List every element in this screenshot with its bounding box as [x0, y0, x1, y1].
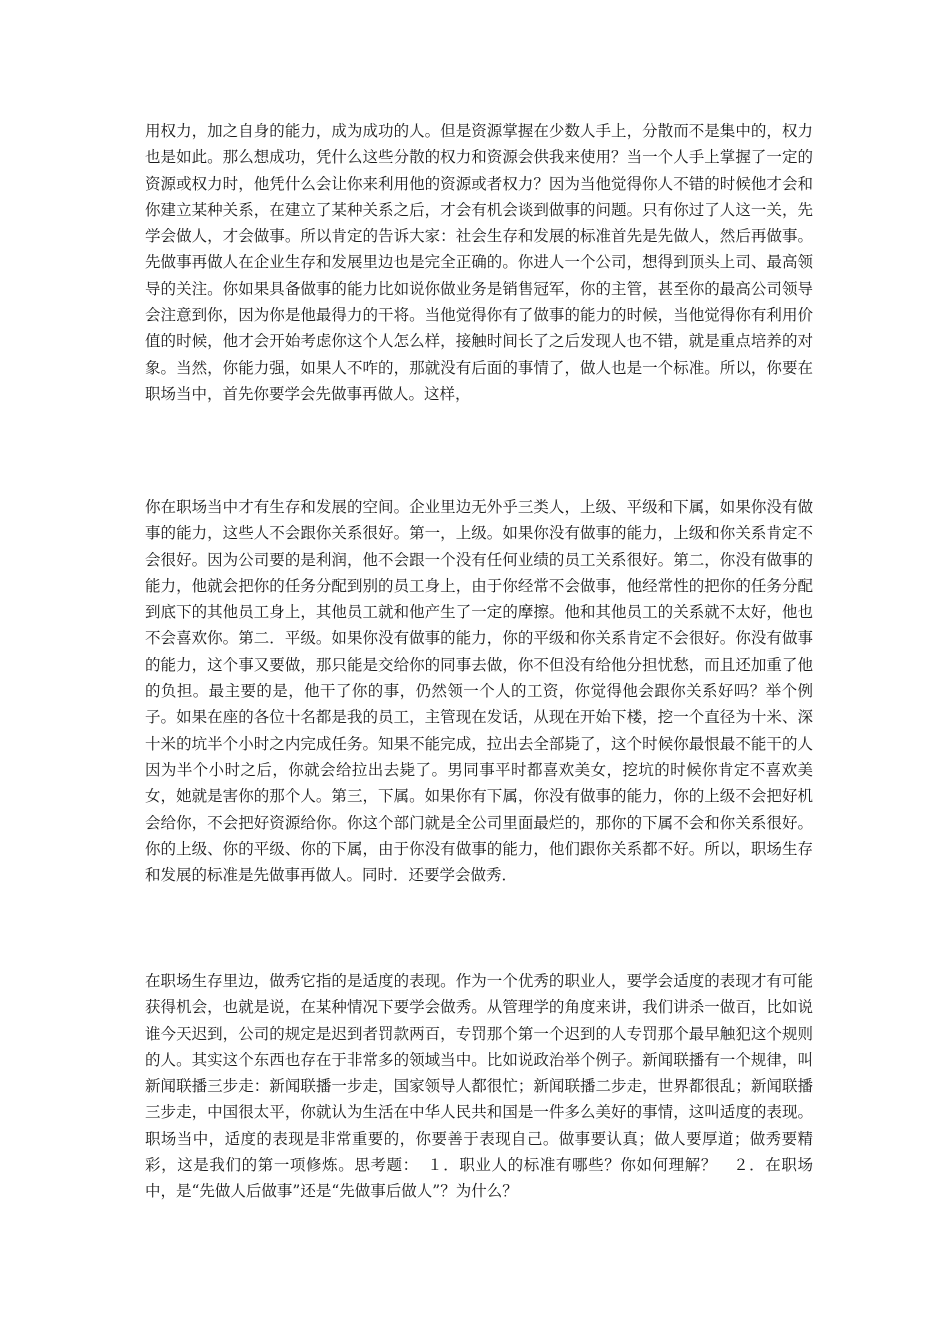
- paragraph-3: 在职场生存里边，做秀它指的是适度的表现。作为一个优秀的职业人，要学会适度的表现才有可能获得机会，也就是说，在某种情况下要学会做秀。从管理学的角度来讲，我们讲杀一做百，比如说谁今天迟到，公司的规定是迟到者罚款两百，专罚那个第一个迟到的人专罚那个最早触犯这个规则的人。其实这个东西也存在于非常多的领域当中。比如说政治举个例子。新闻联播有一个规律，叫新闻联播三步走：新闻联播一步走，国家领导人都很忙；新闻联播二步走，世界都很乱；新闻联播三步走，中国很太平，你就认为生活在中华人民共和国是一件多么美好的事情，这叫适度的表现。职场当中，适度的表现是非常重要的，你要善于表现自己。做事要认真；做人要厚道；做秀要精彩，这是我们的第一项修炼。思考题： １．职业人的标准有哪些？你如何理解？ ２．在职场中，是“先做人后做事”还是“先做事后做人”？为什么？: [145, 972, 813, 1201]
- paragraph-1: 用权力，加之自身的能力，成为成功的人。但是资源掌握在少数人手上，分散而不是集中的，权力也是如此。那么想成功，凭什么这些分散的权力和资源会供我来使用？当一个人手上掌握了一定的资源或权力时，他凭什么会让你来利用他的资源或者权力？因为当他觉得你人不错的时候他才会和你建立某种关系，在建立了某种关系之后，才会有机会谈到做事的问题。只有你过了人这一关，先学会做人，才会做事。所以肯定的告诉大家：社会生存和发展的标准首先是先做人，然后再做事。先做事再做人在企业生存和发展里边也是完全正确的。你进人一个公司，想得到顶头上司、最高领导的关注。你如果具备做事的能力比如说你做业务是销售冠军，你的主管，甚至你的最高公司领导会注意到你，因为你是他最得力的干将。当他觉得你有了做事的能力的时候，当他觉得你有利用价值的时候，他才会开始考虑你这个人怎么样，接触时间长了之后发现人也不错，就是重点培养的对象。当然，你能力强，如果人不咋的，那就没有后面的事情了，做人也是一个标准。所以，你要在职场当中，首先你要学会先做事再做人。这样，: [145, 122, 813, 403]
- paragraph-2: 你在职场当中才有生存和发展的空间。企业里边无外乎三类人，上级、平级和下属，如果你没有做事的能力，这些人不会跟你关系很好。第一，上级。如果你没有做事的能力，上级和你关系肯定不会很好。因为公司要的是利润，他不会跟一个没有任何业绩的员工关系很好。第二，你没有做事的能力，他就会把你的任务分配到别的员工身上，由于你经常不会做事，他经常性的把你的任务分配到底下的其他员工身上，其他员工就和他产生了一定的摩擦。他和其他员工的关系就不太好，他也不会喜欢你。第二．平级。如果你没有做事的能力，你的平级和你关系肯定不会很好。你没有做事的能力，这个事又要做，那只能是交给你的同事去做，你不但没有给他分担忧愁，而且还加重了他的负担。最主要的是，他干了你的事，仍然领一个人的工资，你觉得他会跟你关系好吗？举个例子。如果在座的各位十名都是我的员工，主管现在发话，从现在开始下楼，挖一个直径为十米、深十米的坑半个小时之内完成任务。知果不能完成，拉出去全部毙了，这个时候你最恨最不能干的人因为半个小时之后，你就会给拉出去毙了。男同事平时都喜欢美女，挖坑的时候你肯定不喜欢美女，她就是害你的那个人。第三，下属。如果你有下属，你没有做事的能力，你的上级不会把好机会给你，不会把好资源给你。你这个部门就是全公司里面最烂的，那你的下属不会和你关系很好。你的上级、你的平级、你的下属，由于你没有做事的能力，他们跟你关系都不好。所以，职场生存和发展的标准是先做事再做人。同时．还要学会做秀．: [145, 498, 813, 885]
